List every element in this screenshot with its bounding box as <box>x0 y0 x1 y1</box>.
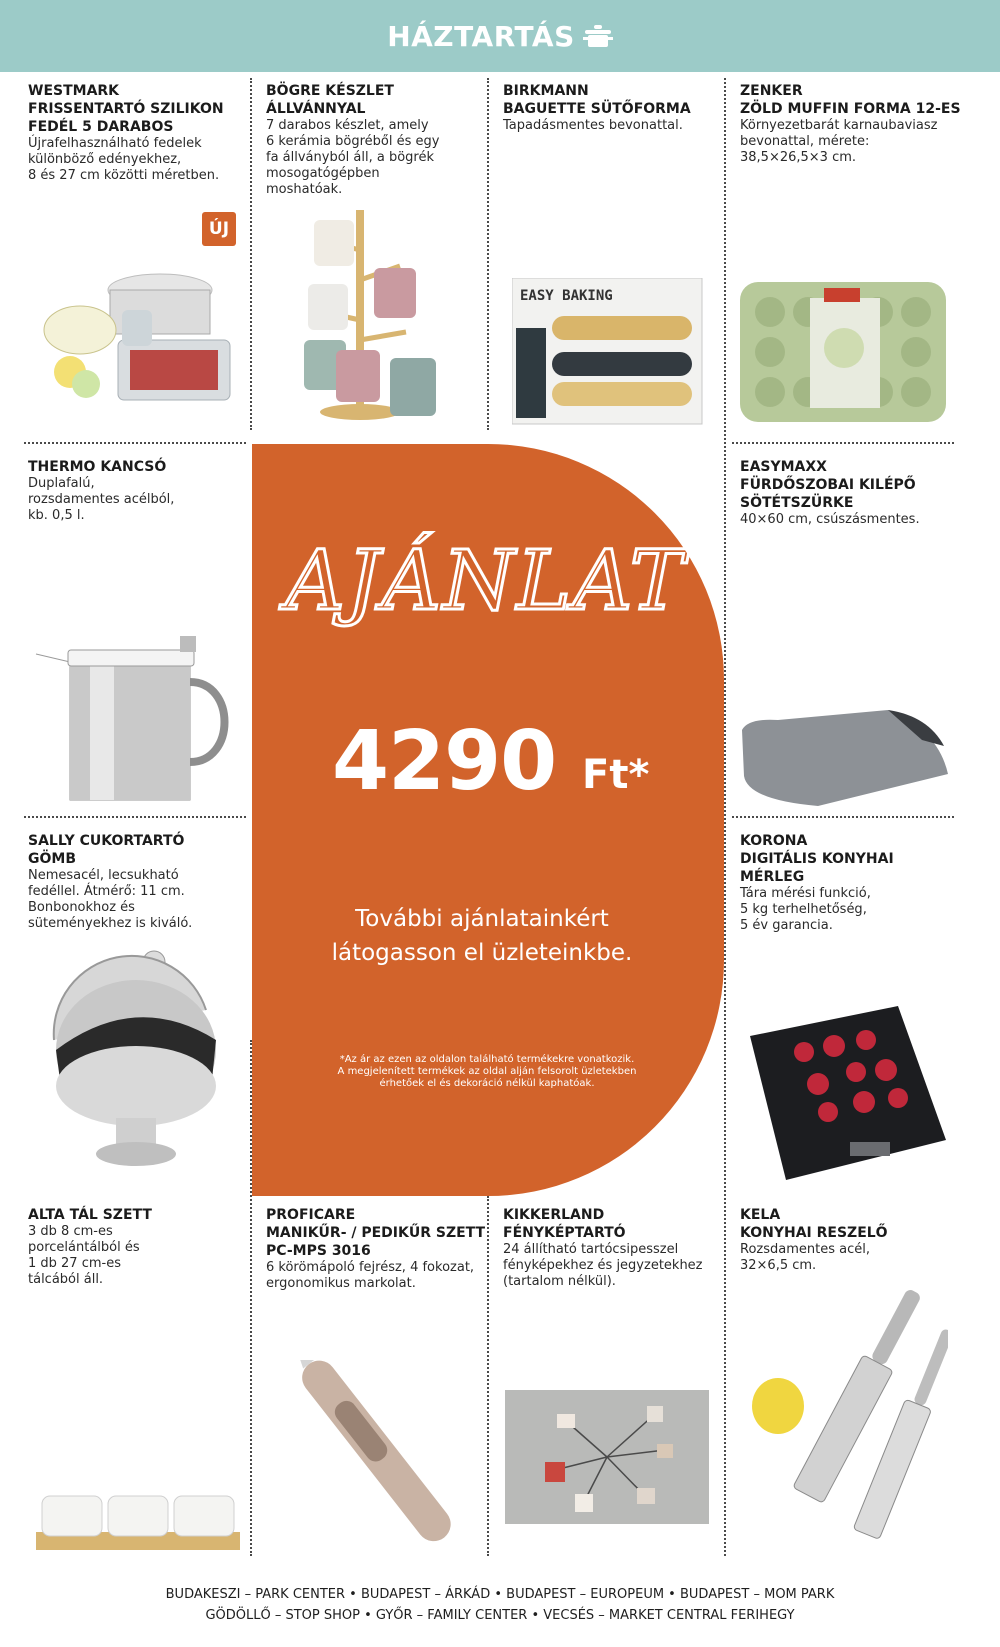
product-description: Újrafelhasználható fedelek különböző edényekhez, 8 és 27 cm közötti méretben. <box>28 136 220 183</box>
product-bath-mat <box>740 458 976 528</box>
product-title: ALTA TÁL SZETT <box>28 1207 152 1223</box>
product-description: Tára mérési funkció, 5 kg terhelhetőség, 5 év garancia. <box>740 886 871 933</box>
product-title: BÖGRE KÉSZLET ÁLLVÁNNYAL <box>266 83 394 117</box>
product-title: KELA KONYHAI RESZELŐ <box>740 1207 888 1241</box>
section-header <box>0 0 1000 72</box>
product-westmark <box>28 82 264 184</box>
photo-holder-image <box>505 1390 709 1524</box>
product-description: 6 körömápoló fejrész, 4 fokozat, ergonomikus markolat. <box>266 1260 475 1291</box>
product-sugar-bowl <box>28 832 264 932</box>
offer-invitation: További ajánlatainkért látogasson el üzleteinkbe. <box>331 906 633 966</box>
product-grater <box>740 1206 976 1274</box>
store-list-line: GÖDÖLLŐ – STOP SHOP • GYŐR – FAMILY CENTER • VECSÉS – MARKET CENTRAL FERIHEGY <box>205 1608 795 1623</box>
product-description: 24 állítható tartócsipesszel fényképekhez és jegyzetekhez (tartalom nélkül). <box>503 1242 703 1289</box>
section-title: HÁZTARTÁS <box>387 19 575 53</box>
product-photo-holder <box>503 1206 739 1290</box>
product-manicure-set <box>266 1206 502 1292</box>
product-title: WESTMARK FRISSENTARTÓ SZILIKON FEDÉL 5 DARABOS <box>28 83 224 135</box>
grid-divider <box>24 442 246 444</box>
product-description: 7 darabos készlet, amely 6 kerámia bögréből és egy fa állványból áll, a bögrék mosogatógépben moshatóak. <box>266 118 440 197</box>
manicure-device-image <box>286 1360 476 1560</box>
store-list <box>0 1584 1000 1626</box>
bowl-set-image <box>36 1488 240 1558</box>
product-title: PROFICARE MANIKŰR- / PEDIKŰR SZETT PC-MPS 3016 <box>266 1207 486 1259</box>
product-description: Nemesacél, lecsukható fedéllel. Átmérő: 11 cm. Bonbonokhoz és süteményekhez is kiváló. <box>28 868 193 931</box>
product-title: ZENKER ZÖLD MUFFIN FORMA 12-ES <box>740 83 961 117</box>
product-mug-set <box>266 82 502 198</box>
thermo-jug-image <box>30 632 240 812</box>
new-badge: ÚJ <box>202 212 236 246</box>
sugar-bowl-image <box>36 950 226 1172</box>
product-title: KIKKERLAND FÉNYKÉPTARTÓ <box>503 1207 626 1241</box>
product-title: BIRKMANN BAGUETTE SÜTŐFORMA <box>503 83 691 117</box>
grater-image <box>748 1280 948 1560</box>
product-description: Környezetbarát karnaubaviasz bevonattal, mérete: 38,5×26,5×3 cm. <box>740 118 938 165</box>
grid-divider <box>724 78 726 1556</box>
product-title: SALLY CUKORTARTÓ GÖMB <box>28 833 185 867</box>
product-baguette-form <box>503 82 739 134</box>
offer-panel <box>252 444 724 1196</box>
pot-icon <box>583 23 613 49</box>
product-description: 40×60 cm, csúszásmentes. <box>740 512 920 527</box>
mug-tree-image <box>290 200 470 422</box>
product-description: Duplafalú, rozsdamentes acélból, kb. 0,5 l. <box>28 476 175 523</box>
product-title: THERMO KANCSÓ <box>28 459 167 475</box>
product-description: Tapadásmentes bevonattal. <box>503 118 683 133</box>
product-title: EASYMAXX FÜRDŐSZOBAI KILÉPŐ SÖTÉTSZÜRKE <box>740 459 916 511</box>
product-thermo-jug <box>28 458 264 524</box>
kitchen-scale-image <box>746 1006 950 1182</box>
store-list-line: BUDAKESZI – PARK CENTER • BUDAPEST – ÁRKÁD • BUDAPEST – EUROPEUM • BUDAPEST – MOM PARK <box>165 1587 835 1602</box>
product-bowl-set <box>28 1206 264 1288</box>
offer-headline: AJÁNLAT <box>285 534 687 629</box>
bath-mat-image <box>738 700 950 810</box>
package-label: EASY BAKING <box>520 288 613 304</box>
offer-currency: Ft* <box>582 752 650 798</box>
product-description: 3 db 8 cm-es porcelántálból és 1 db 27 cm-es tálcából áll. <box>28 1224 140 1287</box>
muffin-tray-image <box>738 278 950 428</box>
product-description: Rozsdamentes acél, 32×6,5 cm. <box>740 1242 870 1273</box>
product-muffin-form <box>740 82 976 166</box>
product-kitchen-scale <box>740 832 976 934</box>
offer-footnote: *Az ár az ezen az oldalon található termékekre vonatkozik. A megjelenített termékek az oldal alján felsorolt üzletekben érhetőek el és dekoráció nélkül kaphatóak. <box>337 1054 637 1089</box>
product-title: KORONA DIGITÁLIS KONYHAI MÉRLEG <box>740 833 894 885</box>
grid-divider <box>732 442 954 444</box>
baguette-tray-image <box>512 278 704 428</box>
offer-price: 4290 <box>332 714 557 809</box>
silicone-lids-image <box>40 254 240 424</box>
grid-divider <box>732 816 954 818</box>
grid-divider <box>24 816 246 818</box>
